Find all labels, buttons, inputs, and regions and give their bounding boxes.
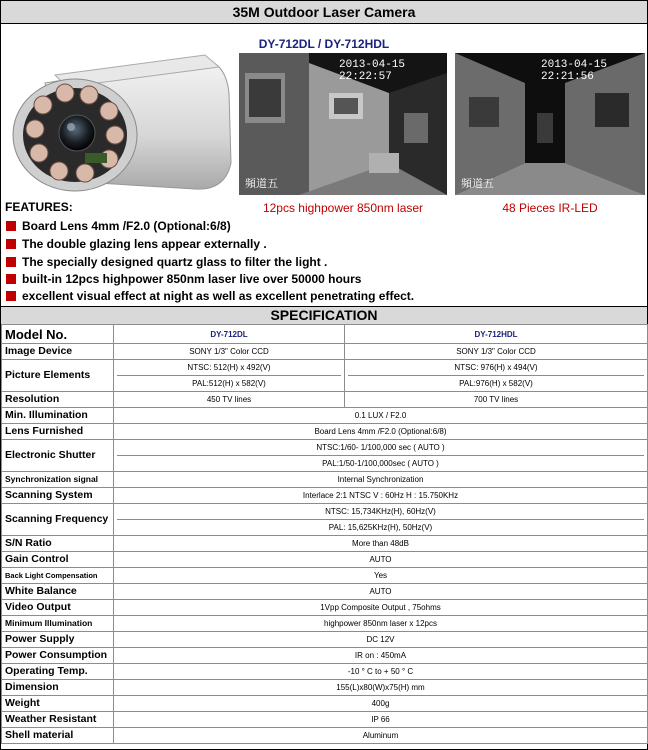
spec-value: AUTO — [114, 584, 648, 600]
model-a-header: DY-712DL — [114, 325, 345, 344]
table-row — [2, 712, 648, 728]
caption-ir-led: 48 Pieces IR-LED — [502, 201, 598, 215]
red-square-bullet-icon — [6, 239, 16, 249]
spec-value: highpower 850nm laser x 12pcs — [114, 616, 648, 632]
spec-label: Synchronization signal — [2, 472, 114, 488]
table-row — [2, 424, 648, 440]
spec-value: Interlace 2:1 NTSC V : 60Hz H : 15.750KHz — [114, 488, 648, 504]
spec-value: NTSC: 512(H) x 492(V) PAL:512(H) x 582(V) — [114, 360, 345, 392]
features-label: FEATURES: — [5, 200, 73, 214]
spec-value: Aluminum — [114, 728, 648, 744]
spec-label: Back Light Compensation — [2, 568, 114, 584]
table-row — [2, 728, 648, 744]
spec-label: Power Supply — [2, 632, 114, 648]
red-square-bullet-icon — [6, 221, 16, 231]
table-row — [2, 488, 648, 504]
spec-value: IP 66 — [114, 712, 648, 728]
spec-value: 450 TV lines — [114, 392, 345, 408]
table-row — [2, 504, 648, 536]
table-row — [2, 648, 648, 664]
spec-label: Weight — [2, 696, 114, 712]
spec-label: Model No. — [2, 325, 114, 344]
spec-value: 700 TV lines — [345, 392, 648, 408]
spec-value: IR on : 450mA — [114, 648, 648, 664]
spec-value: Yes — [114, 568, 648, 584]
red-square-bullet-icon — [6, 291, 16, 301]
spec-label: Minimum Illumination — [2, 616, 114, 632]
table-row — [2, 536, 648, 552]
photo-channel-1: 頻道五 — [245, 177, 278, 190]
spec-label: Min. Illumination — [2, 408, 114, 424]
caption-laser: 12pcs highpower 850nm laser — [262, 201, 424, 215]
table-row — [2, 360, 648, 392]
spec-label: Scanning System — [2, 488, 114, 504]
photo-channel-2: 頻道五 — [461, 177, 494, 190]
feature-item: The specially designed quartz glass to filter the light . — [6, 254, 327, 269]
spec-value: SONY 1/3" Color CCD — [114, 344, 345, 360]
table-row — [2, 440, 648, 472]
table-row — [2, 680, 648, 696]
camera-product-image — [5, 53, 233, 195]
spec-label: Weather Resistant — [2, 712, 114, 728]
spec-label: Electronic Shutter — [2, 440, 114, 472]
table-row — [2, 392, 648, 408]
page-title: 35M Outdoor Laser Camera — [1, 1, 647, 24]
spec-label: Video Output — [2, 600, 114, 616]
spec-value: NTSC: 976(H) x 494(V) PAL:976(H) x 582(V) — [345, 360, 648, 392]
spec-label: Shell material — [2, 728, 114, 744]
spec-label: Image Device — [2, 344, 114, 360]
model-b-header: DY-712HDL — [345, 325, 648, 344]
spec-value: More than 48dB — [114, 536, 648, 552]
models-heading: DY-712DL / DY-712HDL — [258, 37, 390, 51]
spec-value: AUTO — [114, 552, 648, 568]
spec-value: DC 12V — [114, 632, 648, 648]
spec-value: Internal Synchronization — [114, 472, 648, 488]
spec-value: 0.1 LUX / F2.0 — [114, 408, 648, 424]
red-square-bullet-icon — [6, 257, 16, 267]
red-square-bullet-icon — [6, 274, 16, 284]
table-row — [2, 600, 648, 616]
night-sample-photo-laser — [239, 53, 447, 195]
table-row — [2, 568, 648, 584]
spec-label: White Balance — [2, 584, 114, 600]
photo-timestamp-1: 2013-04-15 22:22:57 — [339, 59, 406, 83]
specification-table — [1, 324, 648, 744]
table-row — [2, 696, 648, 712]
spec-label: Scanning Frequency — [2, 504, 114, 536]
spec-label: Gain Control — [2, 552, 114, 568]
night-sample-photo-ir — [455, 53, 645, 195]
spec-label: Dimension — [2, 680, 114, 696]
table-row — [2, 408, 648, 424]
photo-timestamp-2: 2013-04-15 22:21:56 — [541, 59, 608, 83]
spec-label: Power Consumption — [2, 648, 114, 664]
table-row — [2, 664, 648, 680]
table-row — [2, 632, 648, 648]
spec-value: Board Lens 4mm /F2.0 (Optional:6/8) — [114, 424, 648, 440]
feature-item: built-in 12pcs highpower 850nm laser live over 50000 hours — [6, 271, 361, 286]
table-row — [2, 552, 648, 568]
spec-value: 155(L)x80(W)x75(H) mm — [114, 680, 648, 696]
specification-heading: SPECIFICATION — [1, 306, 647, 325]
table-row — [2, 584, 648, 600]
table-row — [2, 616, 648, 632]
spec-value: -10 ° C to + 50 ° C — [114, 664, 648, 680]
spec-value: NTSC:1/60- 1/100,000 sec ( AUTO ) PAL:1/50-1/100,000sec ( AUTO ) — [114, 440, 648, 472]
table-row — [2, 325, 648, 344]
spec-label: Operating Temp. — [2, 664, 114, 680]
spec-value: 400g — [114, 696, 648, 712]
table-row — [2, 344, 648, 360]
spec-value: 1Vpp Composite Output , 75ohms — [114, 600, 648, 616]
feature-item: The double glazing lens appear externally . — [6, 236, 267, 251]
spec-value: SONY 1/3" Color CCD — [345, 344, 648, 360]
spec-label: Picture Elements — [2, 360, 114, 392]
spec-label: Lens Furnished — [2, 424, 114, 440]
feature-item: Board Lens 4mm /F2.0 (Optional:6/8) — [6, 218, 231, 233]
feature-item: excellent visual effect at night as well as excellent penetrating effect. — [6, 288, 414, 303]
spec-label: S/N Ratio — [2, 536, 114, 552]
table-row — [2, 472, 648, 488]
spec-label: Resolution — [2, 392, 114, 408]
spec-value: NTSC: 15,734KHz(H), 60Hz(V) PAL: 15,625KHz(H), 50Hz(V) — [114, 504, 648, 536]
